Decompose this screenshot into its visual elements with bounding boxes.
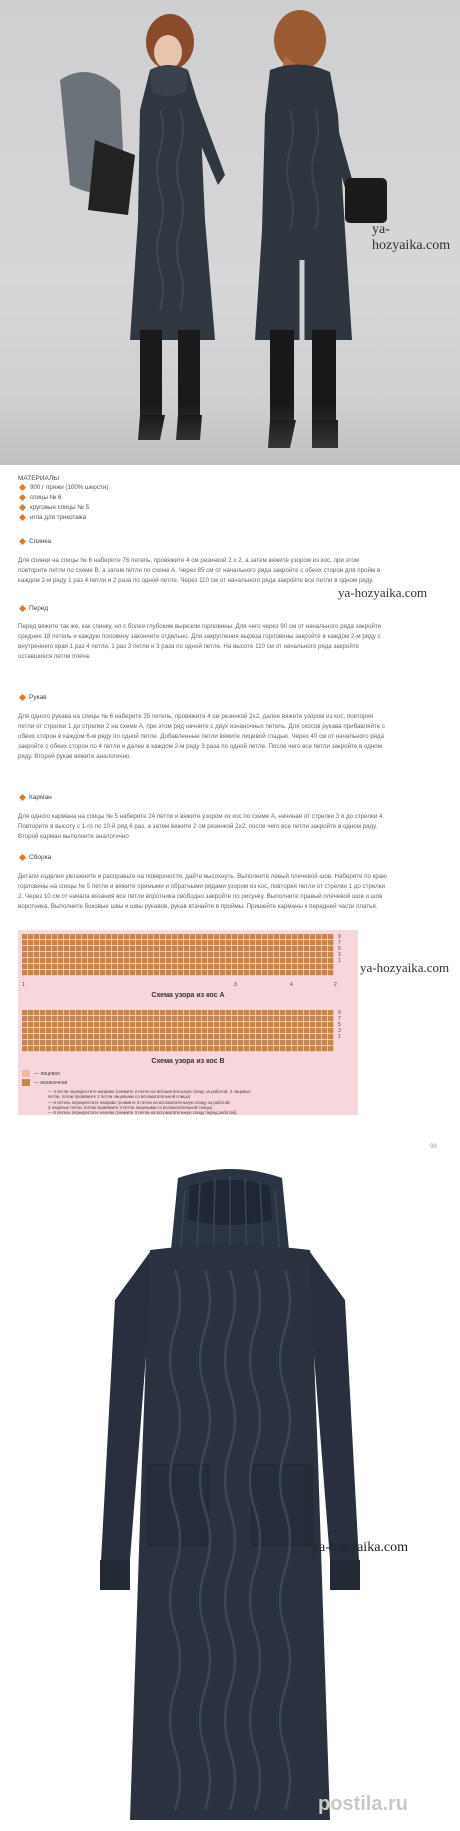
paragraph-line: повторите петли по схеме В, а затем петли по схеме А. Через 85 см от начального ряда закройте с обеих сторон для пройм в xyxy=(18,567,381,574)
paragraph-line: закройте с обеих сторон по 4 петли и далее в каждом 2-м ряду 3 раза по одной петле. После чего все петли закройте в одном xyxy=(18,743,382,750)
paragraph-line: Для одного кармана на спицы № 5 наберите 24 петли и вяжите узором из кос по схеме А, начиная от стрелки 3 и до стрелки 4. xyxy=(18,813,385,820)
legend-label: — изнаночная xyxy=(34,1080,68,1086)
diamond-bullet-icon xyxy=(19,484,26,491)
paragraph-line: внутреннего края 1 раз 4 петли, 1 раз 3 петли и 3 раза по одной петле. На высоте 110 см от начального ряда закройте xyxy=(18,643,359,650)
floor-shadow xyxy=(0,405,460,465)
watermark: ya-hozyaika.com xyxy=(360,960,450,975)
chart-a-title: Схема узора из кос А xyxy=(151,992,225,999)
paragraph-line: Повторите в высоту с 1-го по 10-й ряд 6 раз, а затем вяжите 2 см резинкой 2х2, после чего все петли закройте в одном ряду. xyxy=(18,823,378,830)
paragraph-line: Для одного рукава на спицы № 6 наберите 35 петель, провяжите 4 см резинкой 2х2, далее вяжите узором из кос, повторяя xyxy=(18,713,374,720)
paragraph-line: Перед вяжите так же, как спинку, но с более глубоким вырезом горловины. Для чего через 90 см от начального ряда закройте xyxy=(18,623,382,630)
note-line: — 6 петель перекрестите направо (снимите 3 петли на вспомогательную спицу за работой, xyxy=(48,1100,231,1105)
material-item: 900 г пряжи (100% шерсти) xyxy=(20,484,108,491)
section-heading-back: Спинка xyxy=(20,538,51,545)
chart-b-title: Схема узора из кос В xyxy=(151,1058,225,1065)
material-item: спицы № 6 xyxy=(20,494,61,501)
diamond-bullet-icon xyxy=(19,694,26,701)
paragraph-line: оставшиеся петли плеча. xyxy=(18,653,91,660)
diamond-bullet-icon xyxy=(19,494,26,501)
note-line: петли, потом провяжите 2 петли лицевыми со вспомогательной спицы) xyxy=(48,1094,191,1099)
knitting-charts-panel: 9 7 5 3 1 1 3 4 2 Схема узора из кос А 9 7 5 3 1 Схема узора из кос В — лицевая — изнаночная — 4 петли перекрестите направо (снимите 2 петли на вспомогательную спицу за работой, 2 лицевые петли, потом провяжите 2 петли лицевыми со вспомогательной спицы) — 6 петель перекрестите направо (снимите 3 петли на вспомогательную спицу за работой, 3 лицевые петли, потом провяжите 3 петли лицевыми со вспомогательной спицы) — 6 петель перекрестите налево (снимите 3 петли на вспомогательную спицу перед работой), xyxy=(18,930,358,1115)
section-heading-assembly: Сборка xyxy=(20,854,51,861)
brand-logo-text: postila.ru xyxy=(318,1793,409,1815)
paragraph-line: воротника. Выполните боковые швы и швы рукавов, рукав втачайте в проймы. Пришейте карманы к передней части платья. xyxy=(18,903,378,910)
paragraph-line: горловины на спицы № 5 петли и вяжите прямыми и обратными рядами узором из кос, повторяя петли от стрелки 1 до стрелки xyxy=(18,883,385,890)
hero-photo xyxy=(0,0,460,465)
cable-chart-a-grid xyxy=(22,934,334,976)
watermark: ya-hozyaika.com xyxy=(372,222,451,253)
cable-chart-b-grid xyxy=(22,1010,334,1052)
diamond-bullet-icon xyxy=(19,538,26,545)
paragraph-line: каждом 2-м ряду 1 раз 4 петли и 2 раза по одной петле. Через 110 см от начального ряда закройте все петли в одном ряду. xyxy=(18,577,374,584)
dress-product-photo xyxy=(0,1160,460,1826)
paragraph-line: обеих сторон в каждом 6-м ряду по одной петле. Добавленные петли вяжите лицевой гладью. Через 40 см от начального ряда xyxy=(18,733,385,740)
section-heading-sleeve: Рукав xyxy=(20,694,47,701)
dress-illustration xyxy=(0,1160,460,1826)
diamond-bullet-icon xyxy=(19,514,26,521)
note-line: 3 лицевые петли, потом провяжите 3 петли лицевыми со вспомогательной спицы) xyxy=(48,1105,213,1110)
diamond-bullet-icon xyxy=(19,794,26,801)
page-number: 99 xyxy=(430,1144,437,1150)
section-heading-pocket: Карман xyxy=(20,794,52,801)
model-back-view xyxy=(255,10,387,448)
watermark: ya-hozyaika.com xyxy=(338,585,428,600)
row-numbers: 9 7 5 3 1 xyxy=(338,1010,341,1040)
diamond-bullet-icon xyxy=(19,854,26,861)
paragraph-line: Детали изделия увлажните и расправьте на поверхности, дайте высохнуть. Выполните левый плечевой шов. Наберите по краю xyxy=(18,873,387,880)
section-heading-front: Перед xyxy=(20,605,48,612)
legend-label: — лицевая xyxy=(34,1071,60,1077)
material-item: круговые спицы № 5 xyxy=(20,504,89,511)
material-item: игла для трикотажа xyxy=(20,514,86,521)
row-numbers: 9 7 5 3 1 xyxy=(338,934,341,964)
legend-swatch-purl xyxy=(22,1079,30,1086)
diamond-bullet-icon xyxy=(19,605,26,612)
diamond-bullet-icon xyxy=(19,504,26,511)
paragraph-line: петли от стрелки 1 до стрелки 2 на схеме А, при этом ряд начните с двух изнаночных петель. Для скосов рукава прибавляйте с xyxy=(18,723,385,730)
note-line: — 4 петли перекрестите направо (снимите 2 петли на вспомогательную спицу за работой, 2 лицевые xyxy=(48,1089,251,1094)
paragraph-line: средние 18 петель и каждую половину закончите отдельно. Для закругления выреза горловины закройте в каждом 2-м ряду с xyxy=(18,633,381,640)
model-front-view xyxy=(60,14,225,440)
legend-swatch-knit xyxy=(22,1070,30,1077)
paragraph-line: Второй карман выполните аналогично xyxy=(18,833,129,840)
paragraph-line: ряду. Второй рукав вяжите аналогично. xyxy=(18,753,132,760)
materials-title: МАТЕРИАЛЫ xyxy=(18,475,60,482)
paragraph-line: 2. Через 10 см от начала вязания все петли воротника свободно закройте по рисунку. Выполните правый плечевой шов и шов xyxy=(18,893,383,900)
watermark: ya-hozyaika.com xyxy=(312,1540,409,1555)
note-line: — 6 петель перекрестите налево (снимите 3 петли на вспомогательную спицу перед работой), xyxy=(48,1110,238,1115)
paragraph-line: Для спинки на спицы № 6 наберите 76 петель, провяжите 4 см резинкой 2 х 2, а затем вяжите узором из кос, при этом xyxy=(18,557,360,564)
